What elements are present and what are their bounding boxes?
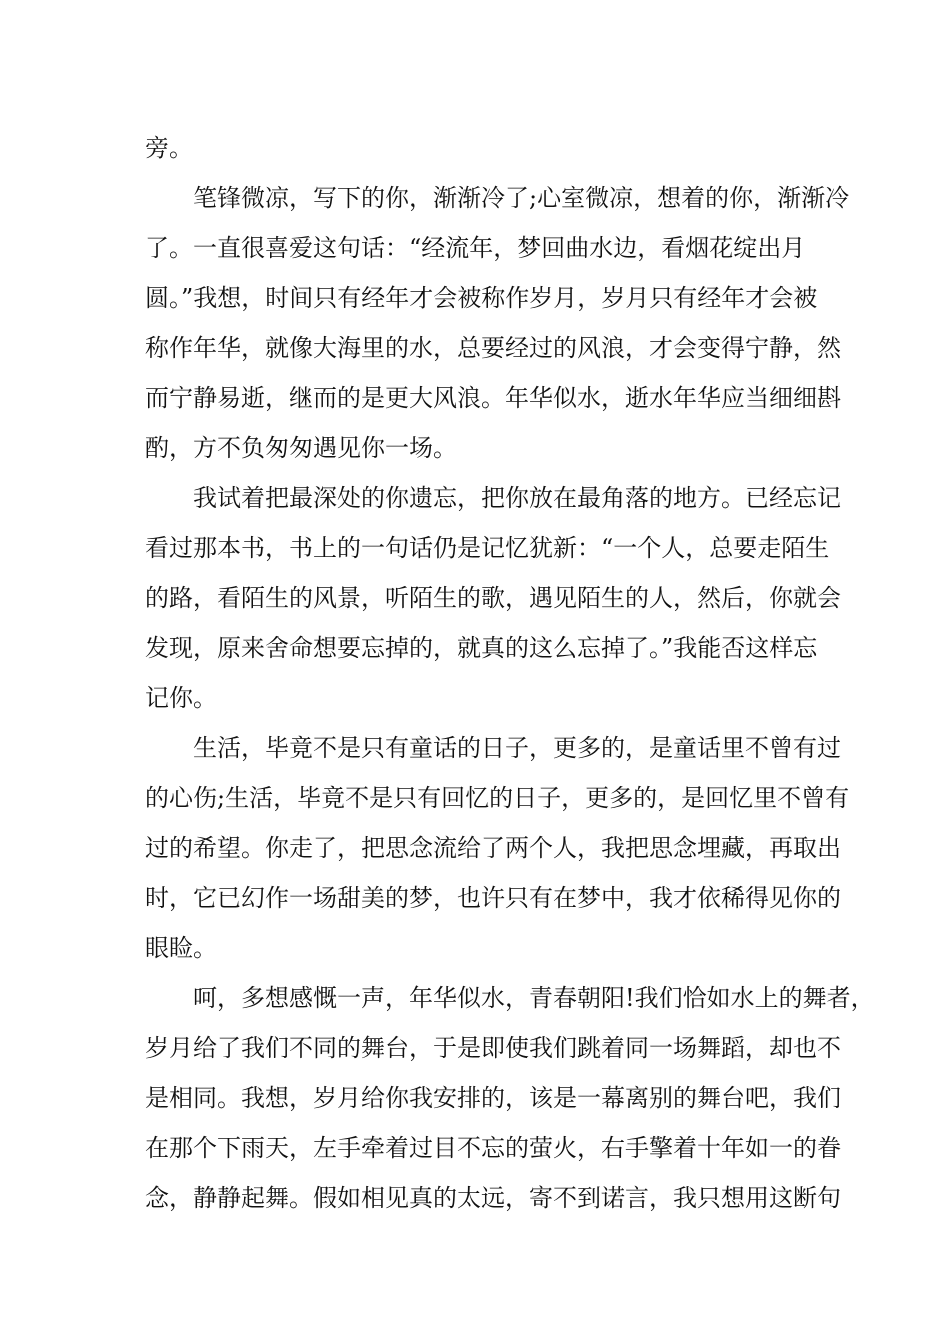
text-line: 酌，方不负匆匆遇见你一场。	[145, 434, 457, 462]
text-line: 呵，多想感慨一声，年华似水，青春朝阳!我们恰如水上的舞者，	[145, 984, 875, 1012]
text-line: 的心伤;生活，毕竟不是只有回忆的日子，更多的，是回忆里不曾有	[145, 784, 850, 812]
text-line: 旁。	[145, 134, 193, 162]
body-text	[145, 123, 875, 1223]
text-line: 岁月给了我们不同的舞台，于是即使我们跳着同一场舞蹈，却也不	[145, 1034, 841, 1062]
text-line: 笔锋微凉，写下的你，渐渐冷了;心室微凉，想着的你，渐渐冷	[145, 184, 850, 212]
text-line: 看过那本书，书上的一句话仍是记忆犹新：“一个人，总要走陌生	[145, 534, 830, 562]
text-line: 眼睑。	[145, 934, 217, 962]
text-line: 而宁静易逝，继而的是更大风浪。年华似水，逝水年华应当细细斟	[145, 384, 841, 412]
text-line: 我试着把最深处的你遗忘，把你放在最角落的地方。已经忘记	[145, 484, 841, 512]
text-line: 生活，毕竟不是只有童话的日子，更多的，是童话里不曾有过	[145, 734, 841, 762]
text-line: 记你。	[145, 684, 217, 712]
text-line: 在那个下雨天，左手牵着过目不忘的萤火，右手擎着十年如一的眷	[145, 1134, 841, 1162]
text-line: 的路，看陌生的风景，听陌生的歌，遇见陌生的人，然后，你就会	[145, 584, 841, 612]
text-line: 称作年华，就像大海里的水，总要经过的风浪，才会变得宁静，然	[145, 334, 841, 362]
text-line: 是相同。我想，岁月给你我安排的，该是一幕离别的舞台吧，我们	[145, 1084, 841, 1112]
text-line: 圆。”我想，时间只有经年才会被称作岁月，岁月只有经年才会被	[145, 284, 818, 312]
text-line: 了。一直很喜爱这句话：“经流年，梦回曲水边，看烟花绽出月	[145, 234, 806, 262]
text-line: 念，静静起舞。假如相见真的太远，寄不到诺言，我只想用这断句	[145, 1184, 841, 1212]
text-line: 过的希望。你走了，把思念流给了两个人，我把思念埋藏，再取出	[145, 834, 841, 862]
text-line: 发现，原来舍命想要忘掉的，就真的这么忘掉了。”我能否这样忘	[145, 634, 818, 662]
text-line: 时，它已幻作一场甜美的梦，也许只有在梦中，我才依稀得见你的	[145, 884, 841, 912]
